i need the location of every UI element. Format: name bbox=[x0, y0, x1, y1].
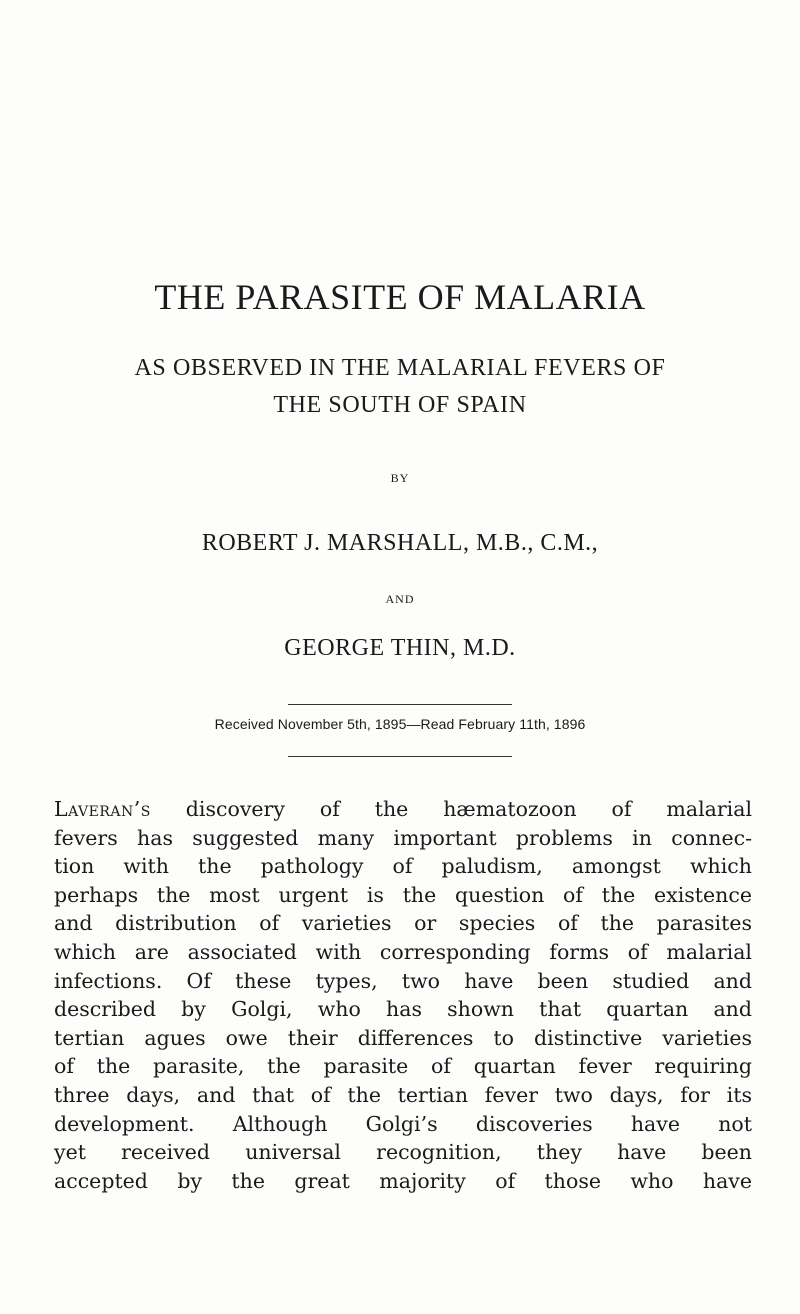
author-name: ROBERT J. MARSHALL, M.B., C.M., bbox=[201, 530, 599, 556]
text-line: tion with the pathology of paludism, amongst which bbox=[54, 854, 752, 879]
opening-word: Laveran’s bbox=[54, 797, 151, 821]
received-date: Received November 5th, 1895—Read February 11th, 1896 bbox=[214, 716, 586, 732]
text-line: tertian agues owe their differences to distinctive varieties bbox=[54, 1025, 752, 1050]
text-line: described by Golgi, who has shown that quartan and bbox=[54, 997, 752, 1022]
divider-rule bbox=[288, 704, 512, 705]
text-line: and distribution of varieties or species of the parasites bbox=[54, 911, 752, 936]
text-line: accepted by the great majority of those who have bbox=[54, 1168, 752, 1193]
text-line: infections. Of these types, two have been studied and bbox=[54, 968, 752, 993]
text-line: fevers has suggested many important problems in connec- bbox=[54, 825, 752, 850]
divider-rule bbox=[288, 756, 512, 757]
text-line bbox=[54, 795, 752, 824]
text-line: development. Although Golgi’s discoveries have not bbox=[54, 1111, 752, 1136]
text-line: yet received universal recognition, they have been bbox=[54, 1140, 752, 1165]
text-line: which are associated with corresponding forms of malarial bbox=[54, 939, 752, 964]
text-line: three days, and that of the tertian fever two days, for its bbox=[54, 1082, 752, 1107]
text-fragment: discovery of the hæmatozoon of malarial bbox=[150, 797, 752, 821]
body-paragraph bbox=[54, 795, 752, 1195]
byline-label: BY bbox=[390, 471, 410, 485]
author-conjunction: AND bbox=[385, 592, 415, 606]
paper-title: THE PARASITE OF MALARIA bbox=[154, 277, 646, 317]
text-line: of the parasite, the parasite of quartan fever requiring bbox=[54, 1054, 752, 1079]
paper-subtitle bbox=[0, 350, 800, 424]
author-name: GEORGE THIN, M.D. bbox=[284, 635, 516, 661]
subtitle-line: AS OBSERVED IN THE MALARIAL FEVERS OF bbox=[134, 355, 666, 381]
subtitle-line: THE SOUTH OF SPAIN bbox=[273, 392, 527, 418]
text-line: perhaps the most urgent is the question of the existence bbox=[54, 882, 752, 907]
